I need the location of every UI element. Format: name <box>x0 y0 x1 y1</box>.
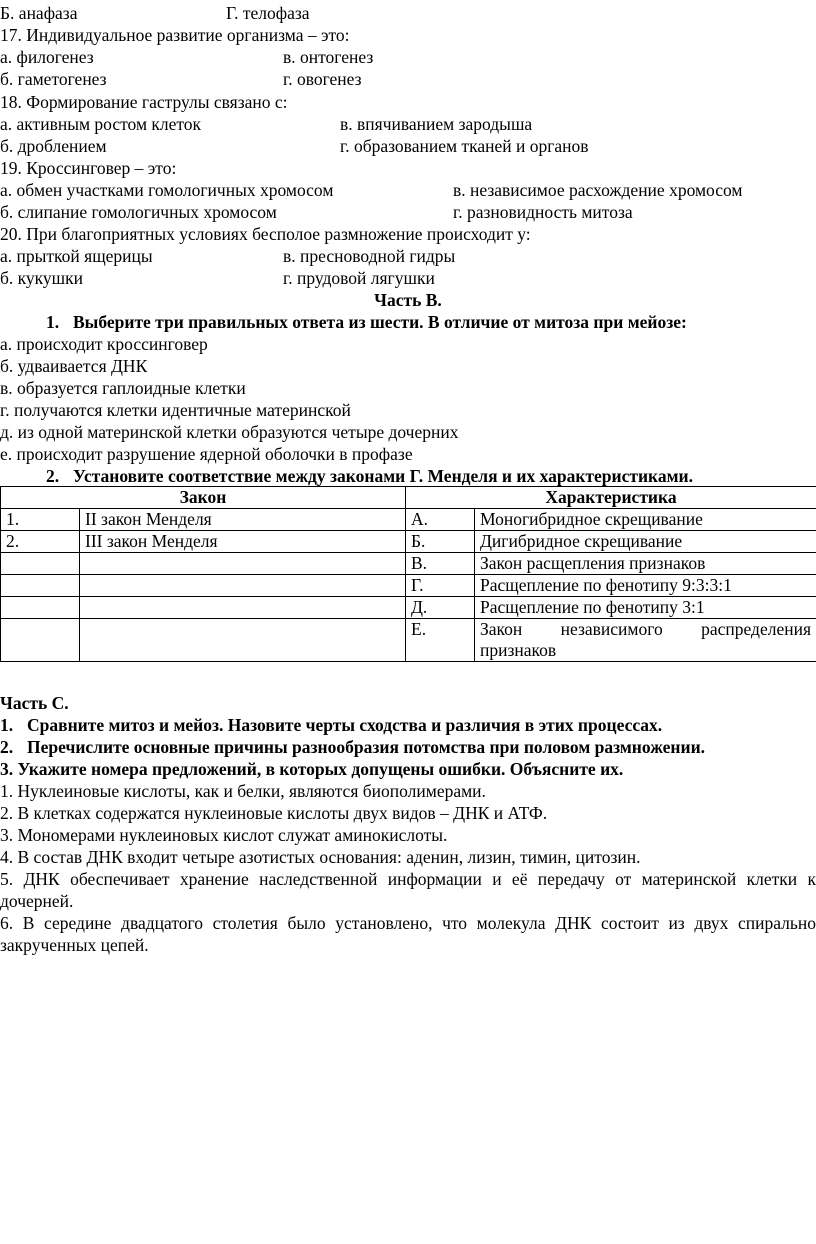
part-b-q1-option: б. удваивается ДНК <box>0 356 148 376</box>
error-sentence: 2. В клетках содержатся нуклеиновые кислоты двух видов – ДНК и АТФ. <box>0 803 548 823</box>
row-number <box>1 597 80 619</box>
part-b-q1-text: Выберите три правильных ответа из шести. В отличие от митоза при мейозе: <box>73 312 687 332</box>
row-number: 2. <box>1 531 80 553</box>
q17-question: 17. Индивидуальное развитие организма – это: <box>0 25 350 45</box>
q20-option-v: в. пресноводной гидры <box>283 246 456 266</box>
law-cell <box>80 575 406 597</box>
q17-option-b: б. гаметогенез <box>0 69 107 89</box>
q20-question: 20. При благоприятных условиях бесполое размножение происходит у: <box>0 224 531 244</box>
q20-option-g: г. прудовой лягушки <box>283 268 435 288</box>
q19-option-b: б. слипание гомологичных хромосом <box>0 202 277 222</box>
characteristic-cell: Расщепление по фенотипу 9:3:3:1 <box>475 575 816 597</box>
error-sentence: 1. Нуклеиновые кислоты, как и белки, являются биополимерами. <box>0 781 486 801</box>
q20-option-a: а. прыткой ящерицы <box>0 246 153 266</box>
table-row <box>1 531 816 553</box>
header-characteristic: Характеристика <box>406 487 816 509</box>
q17-option-g: г. овогенез <box>283 69 362 89</box>
characteristic-cell: Расщепление по фенотипу 3:1 <box>475 597 816 619</box>
q17-option-a: а. филогенез <box>0 47 94 67</box>
q18-option-a: а. активным ростом клеток <box>0 114 202 134</box>
part-b-q2-number: 2. <box>46 466 60 486</box>
part-c-q2-text: Перечислите основные причины разнообразия потомства при половом размножении. <box>27 737 706 757</box>
part-b-q1-number: 1. <box>46 312 60 332</box>
q16-option-g: Г. телофаза <box>226 3 310 23</box>
part-b-q1-option: в. образуется гаплоидные клетки <box>0 378 246 398</box>
part-c-q1-text: Сравните митоз и мейоз. Назовите черты сходства и различия в этих процессах. <box>27 715 663 735</box>
part-b-q1-option: е. происходит разрушение ядерной оболочки в профазе <box>0 444 413 464</box>
part-c-title: Часть С. <box>0 693 69 713</box>
law-cell <box>80 597 406 619</box>
characteristic-cell <box>475 619 816 662</box>
characteristic-cell: Закон расщепления признаков <box>475 553 816 575</box>
header-law: Закон <box>1 487 406 509</box>
part-b-q1-option: д. из одной материнской клетки образуются четыре дочерних <box>0 422 459 442</box>
letter-cell: Д. <box>406 597 475 619</box>
law-cell <box>80 553 406 575</box>
q18-option-b: б. дроблением <box>0 136 107 156</box>
q17-option-v: в. онтогенез <box>283 47 374 67</box>
q18-option-g: г. образованием тканей и органов <box>340 136 589 156</box>
law-cell <box>80 619 406 662</box>
table-row <box>1 509 816 531</box>
q16-option-b: Б. анафаза <box>0 3 78 23</box>
q19-option-v: в. независимое расхождение хромосом <box>453 180 743 200</box>
table-row <box>1 553 816 575</box>
table-row <box>1 575 816 597</box>
q18-option-v: в. впячиванием зародыша <box>340 114 533 134</box>
q19-option-a: а. обмен участками гомологичных хромосом <box>0 180 334 200</box>
part-b-title: Часть В. <box>374 290 442 310</box>
part-b-q2-text: Установите соответствие между законами Г. Менделя и их характеристиками. <box>73 466 694 486</box>
table-row <box>1 619 816 662</box>
characteristic-cell: Дигибридное скрещивание <box>475 531 816 553</box>
part-c-q3-text: 3. Укажите номера предложений, в которых допущены ошибки. Объясните их. <box>0 759 624 779</box>
row-number <box>1 553 80 575</box>
letter-cell: В. <box>406 553 475 575</box>
part-b-q1-option: а. происходит кроссинговер <box>0 334 208 354</box>
part-c-q2-number: 2. <box>0 737 14 757</box>
letter-cell: Б. <box>406 531 475 553</box>
letter-cell: Г. <box>406 575 475 597</box>
law-cell: II закон Менделя <box>80 509 406 531</box>
error-sentence: 6. В середине двадцатого столетия было установлено, что молекула ДНК состоит из двух спирально закрученных цепей. <box>0 913 816 955</box>
part-c-q1-number: 1. <box>0 715 14 735</box>
table-header-row <box>1 487 816 509</box>
letter-cell: Е. <box>406 619 475 662</box>
characteristic-line: Закон независимого распределения <box>480 619 811 639</box>
letter-cell: А. <box>406 509 475 531</box>
characteristic-line: признаков <box>480 640 557 660</box>
q19-option-g: г. разновидность митоза <box>453 202 633 222</box>
q19-question: 19. Кроссинговер – это: <box>0 158 177 178</box>
q20-option-b: б. кукушки <box>0 268 84 288</box>
row-number <box>1 575 80 597</box>
characteristic-cell: Моногибридное скрещивание <box>475 509 816 531</box>
error-sentence: 4. В состав ДНК входит четыре азотистых основания: аденин, лизин, тимин, цитозин. <box>0 847 641 867</box>
error-sentence: 3. Мономерами нуклеиновых кислот служат аминокислоты. <box>0 825 448 845</box>
q18-question: 18. Формирование гаструлы связано с: <box>0 92 288 112</box>
part-b-q1-option: г. получаются клетки идентичные материнской <box>0 400 351 420</box>
mendel-matching-table <box>0 486 816 662</box>
row-number <box>1 619 80 662</box>
row-number: 1. <box>1 509 80 531</box>
table-row <box>1 597 816 619</box>
error-sentence: 5. ДНК обеспечивает хранение наследственной информации и её передачу от материнской клетки к дочерней. <box>0 869 816 911</box>
law-cell: III закон Менделя <box>80 531 406 553</box>
